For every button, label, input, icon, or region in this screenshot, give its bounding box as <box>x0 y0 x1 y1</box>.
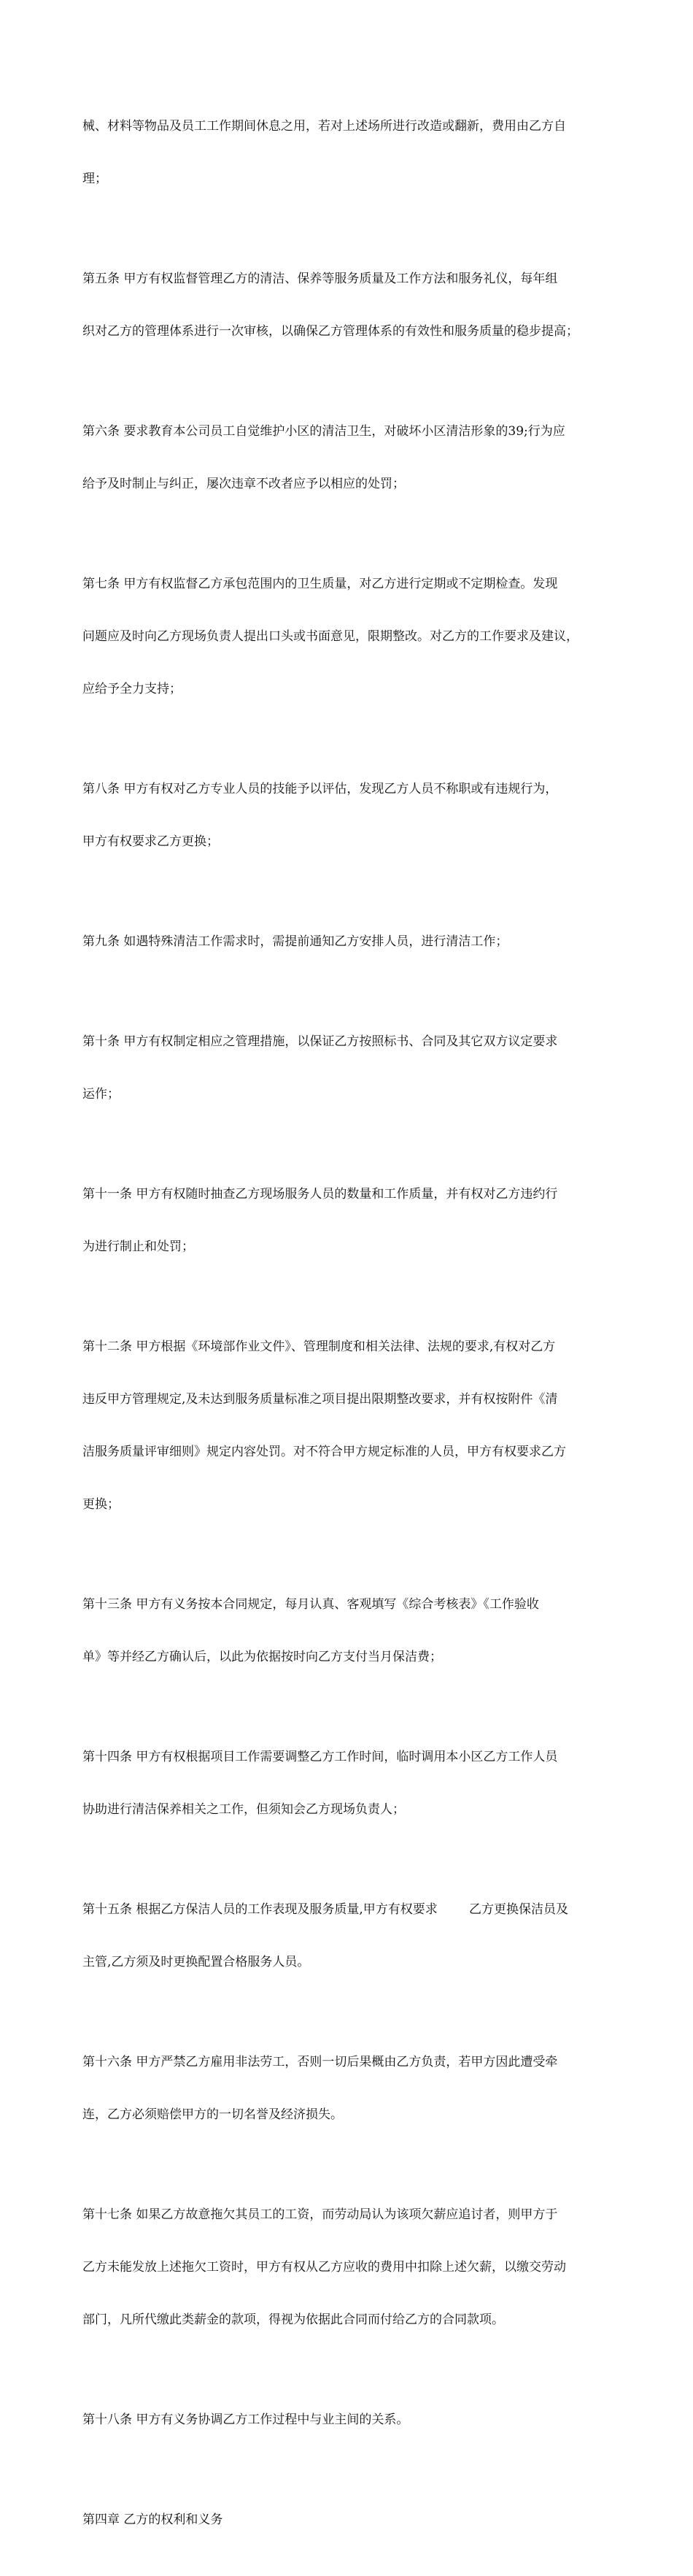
text-line: 洁服务质量评审细则》规定内容处罚。对不符合甲方规定标准的人员，甲方有权要求乙方 <box>82 1445 566 1459</box>
paragraph <box>82 1713 619 1853</box>
paragraph <box>82 82 619 223</box>
text-line: 第七条 甲方有权监督乙方承包范围内的卫生质量，对乙方进行定期或不定期检查。发现 <box>82 577 558 591</box>
paragraph <box>82 1303 619 1548</box>
text-line: 部门，凡所代缴此类薪金的款项，得视为依据此合同而付给乙方的合同款项。 <box>82 2312 504 2327</box>
text-line: 理； <box>82 172 107 186</box>
document-body <box>82 82 619 2576</box>
paragraph <box>82 388 619 528</box>
text-line: 给予及时制止与纠正，屡次违章不改者应予以相应的处罚； <box>82 477 405 491</box>
text-line: 第十条 甲方有权制定相应之管理措施，以保证乙方按照标书、合同及其它双方议定要求 <box>82 1034 558 1049</box>
text-line: 第八条 甲方有权对乙方专业人员的技能予以评估，发现乙方人员不称职或有违规行为， <box>82 782 558 796</box>
chapter-heading <box>82 2476 619 2564</box>
text-line: 第九条 如遇特殊清洁工作需求时，需提前通知乙方安排人员，进行清洁工作； <box>82 934 508 949</box>
text-line: 违反甲方管理规定,及未达到服务质量标准之项目提出限期整改要求，并有权按附件《清 <box>82 1392 558 1407</box>
paragraph <box>82 2376 619 2464</box>
paragraph <box>82 1150 619 1291</box>
text-line: 协助进行清洁保养相关之工作，但须知会乙方现场负责人； <box>82 1802 405 1817</box>
text-line: 第十四条 甲方有权根据项目工作需要调整乙方工作时间，临时调用本小区乙方工作人员 <box>82 1750 558 1764</box>
text-line: 连，乙方必须赔偿甲方的一切名誉及经济损失。 <box>82 2107 343 2122</box>
text-line: 运作； <box>82 1087 120 1101</box>
text-line: 械、材料等物品及员工工作期间休息之用，若对上述场所进行改造或翻新，费用由乙方自 <box>82 119 566 134</box>
text-line: 主管,乙方须及时更换配置合格服务人员。 <box>82 1955 310 1969</box>
text-line: 第五条 甲方有权监督管理乙方的清洁、保养等服务质量及工作方法和服务礼仪，每年组 <box>82 272 558 286</box>
paragraph <box>82 540 619 733</box>
text-line: 第十一条 甲方有权随时抽查乙方现场服务人员的数量和工作质量，并有权对乙方违约行 <box>82 1187 558 1202</box>
text-line: 织对乙方的管理体系进行一次审核，以确保乙方管理体系的有效性和服务质量的稳步提高； <box>82 324 578 339</box>
text-line: 为进行制止和处罚； <box>82 1239 194 1254</box>
text-line: 问题应及时向乙方现场负责人提出口头或书面意见，限期整改。对乙方的工作要求及建议， <box>82 629 578 644</box>
text-line: 甲方有权要求乙方更换； <box>82 834 219 849</box>
paragraph <box>82 2018 619 2158</box>
paragraph <box>82 1561 619 1701</box>
paragraph <box>82 235 619 375</box>
text-line: 第十七条 如果乙方故意拖欠其员工的工资，而劳动局认为该项欠薪应追讨者，则甲方于 <box>82 2207 558 2222</box>
text-line: 应给予全力支持； <box>82 682 182 696</box>
text-line: 第十二条 甲方根据《环境部作业文件》、管理制度和相关法律、法规的要求,有权对乙方 <box>82 1339 556 1354</box>
text-line: 第六条 要求教育本公司员工自觉维护小区的清洁卫生，对破坏小区清洁形象的39;行为应 <box>82 424 565 439</box>
text-line: 单》等并经乙方确认后，以此为依据按时向乙方支付当月保洁费； <box>82 1650 442 1664</box>
paragraph <box>82 1866 619 2006</box>
text-line: 第十六条 甲方严禁乙方雇用非法劳工，否则一切后果概由乙方负责，若甲方因此遭受牵 <box>82 2055 558 2069</box>
text-line: 更换； <box>82 1497 120 1512</box>
text-line: 第四章 乙方的权利和义务 <box>82 2512 223 2527</box>
text-line: 第十三条 甲方有义务按本合同规定，每月认真、客观填写《综合考核表》《工作验收 <box>82 1597 539 1612</box>
paragraph <box>82 2171 619 2364</box>
paragraph <box>82 898 619 985</box>
text-line: 第十八条 甲方有义务协调乙方工作过程中与业主间的关系。 <box>82 2412 409 2427</box>
paragraph <box>82 998 619 1138</box>
text-line: 第十五条 根据乙方保洁人员的工作表现及服务质量,甲方有权要求 乙方更换保洁员及 <box>82 1902 569 1917</box>
text-line: 乙方未能发放上述拖欠工资时，甲方有权从乙方应收的费用中扣除上述欠薪，以缴交劳动 <box>82 2260 566 2275</box>
paragraph <box>82 745 619 885</box>
